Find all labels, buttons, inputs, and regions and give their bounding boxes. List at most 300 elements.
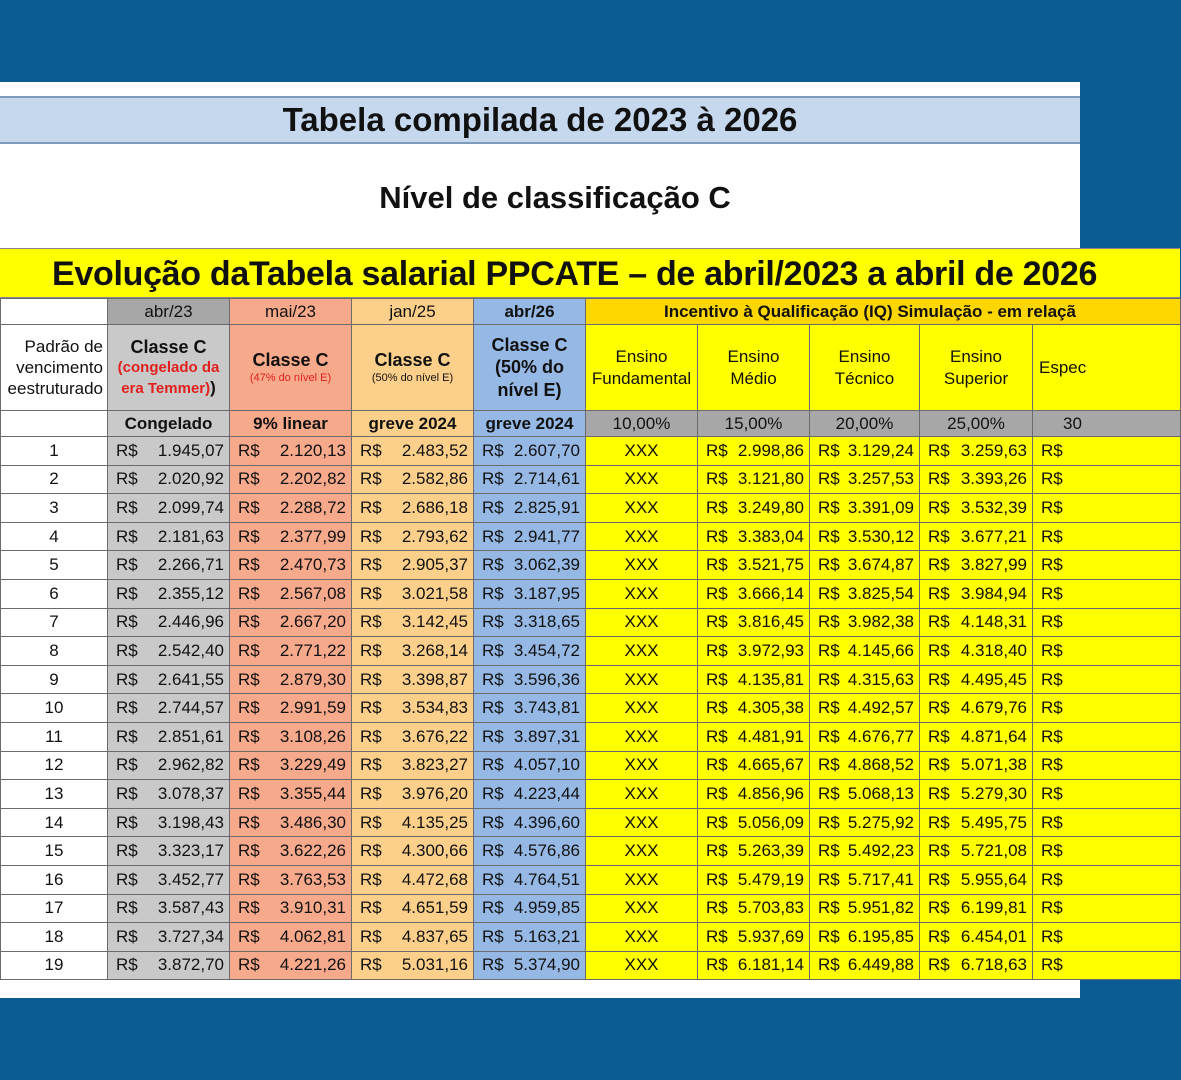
amount: 3.727,34	[157, 926, 224, 946]
salary-cell	[230, 865, 352, 894]
table-banner: Evolução daTabela salarial PPCATE – de abril/2023 a abril de 2026	[0, 248, 1180, 298]
padrao-number: 4	[1, 522, 108, 551]
salary-cell	[108, 665, 230, 694]
amount: 3.827,99	[960, 555, 1027, 575]
amount: 3.108,26	[279, 726, 346, 746]
salary-cell	[108, 608, 230, 637]
currency-symbol: R$	[706, 440, 728, 460]
iq-pct-4: 25,00%	[920, 411, 1033, 437]
salary-cell	[352, 923, 474, 952]
money-value	[920, 641, 1032, 661]
salary-cell	[108, 494, 230, 523]
salary-cell	[698, 608, 810, 637]
currency-symbol: R$	[818, 812, 840, 832]
currency-symbol: R$	[818, 583, 840, 603]
salary-cell	[352, 551, 474, 580]
amount: 3.393,26	[960, 469, 1027, 489]
currency-symbol: R$	[928, 526, 950, 546]
salary-cell	[698, 808, 810, 837]
money-value	[108, 813, 229, 833]
salary-cell	[810, 808, 920, 837]
amount: 4.871,64	[960, 726, 1027, 746]
salary-cell	[352, 722, 474, 751]
currency-symbol: R$	[238, 726, 260, 746]
salary-cell	[810, 865, 920, 894]
iq-placeholder-cell: XXX	[586, 522, 698, 551]
money-value	[698, 727, 809, 747]
amount: 3.187,95	[513, 583, 580, 603]
money-value	[698, 441, 809, 461]
money-value	[474, 813, 585, 833]
currency-symbol: R$	[238, 612, 260, 632]
currency-symbol: R$	[482, 583, 504, 603]
salary-cell-truncated: R$	[1033, 722, 1181, 751]
dates-row	[1, 299, 1181, 325]
money-value	[920, 698, 1032, 718]
currency-symbol: R$	[116, 669, 138, 689]
amount: 3.677,21	[960, 526, 1027, 546]
padrao-number: 9	[1, 665, 108, 694]
currency-symbol: R$	[238, 955, 260, 975]
amount: 4.396,60	[513, 812, 580, 832]
sub-header-3: greve 2024	[352, 411, 474, 437]
salary-cell	[352, 494, 474, 523]
amount: 4.868,52	[847, 755, 914, 775]
class-note: (50% do nível E)	[371, 371, 454, 384]
table-row	[1, 579, 1181, 608]
amount: 3.897,31	[513, 726, 580, 746]
iq-placeholder-cell: XXX	[586, 465, 698, 494]
currency-symbol: R$	[238, 869, 260, 889]
currency-symbol: R$	[116, 698, 138, 718]
date-header-3: jan/25	[352, 299, 474, 325]
salary-cell	[698, 923, 810, 952]
currency-symbol: R$	[116, 841, 138, 861]
table-row	[1, 894, 1181, 923]
amount: 4.764,51	[513, 869, 580, 889]
salary-cell	[108, 951, 230, 980]
iq-placeholder-cell: XXX	[586, 894, 698, 923]
salary-cell	[230, 694, 352, 723]
iq-col-line2: Técnico	[834, 368, 895, 388]
currency-symbol: R$	[818, 955, 840, 975]
currency-symbol: R$	[928, 755, 950, 775]
currency-symbol: R$	[928, 898, 950, 918]
class-note-2: era Temmer)	[121, 380, 211, 398]
salary-cell	[474, 608, 586, 637]
salary-cell	[920, 637, 1033, 666]
salary-cell	[698, 694, 810, 723]
currency-symbol: R$	[706, 555, 728, 575]
currency-symbol: R$	[706, 755, 728, 775]
amount: 2.941,77	[513, 526, 580, 546]
amount: 3.486,30	[279, 812, 346, 832]
currency-symbol: R$	[238, 669, 260, 689]
padrao-header	[1, 325, 108, 411]
money-value	[920, 755, 1032, 775]
amount: 3.268,14	[401, 640, 468, 660]
salary-cell	[108, 780, 230, 809]
salary-cell	[920, 923, 1033, 952]
salary-cell	[108, 722, 230, 751]
currency-symbol: R$	[706, 583, 728, 603]
salary-cell	[352, 808, 474, 837]
money-value	[352, 870, 473, 890]
salary-cell	[810, 780, 920, 809]
amount: 2.879,30	[279, 669, 346, 689]
salary-cell	[230, 923, 352, 952]
salary-cell	[698, 637, 810, 666]
amount: 2.607,70	[513, 440, 580, 460]
amount: 4.481,91	[737, 726, 804, 746]
amount: 2.120,13	[279, 440, 346, 460]
amount: 2.446,96	[157, 612, 224, 632]
money-value	[810, 727, 919, 747]
iq-placeholder-cell: XXX	[586, 865, 698, 894]
money-value	[230, 612, 351, 632]
currency-symbol: R$	[706, 926, 728, 946]
currency-symbol: R$	[818, 612, 840, 632]
currency-symbol: R$	[482, 555, 504, 575]
currency-symbol: R$	[116, 612, 138, 632]
amount: 5.495,75	[960, 812, 1027, 832]
money-value	[920, 955, 1032, 975]
money-value	[474, 755, 585, 775]
table-row	[1, 494, 1181, 523]
table-row	[1, 808, 1181, 837]
salary-cell	[352, 951, 474, 980]
money-value	[920, 927, 1032, 947]
amount: 3.129,24	[847, 440, 914, 460]
money-value	[352, 813, 473, 833]
money-value	[698, 698, 809, 718]
class-note-2: nível E)	[497, 379, 562, 400]
salary-cell	[230, 437, 352, 466]
amount: 5.492,23	[847, 841, 914, 861]
amount: 4.221,26	[279, 955, 346, 975]
currency-symbol: R$	[238, 898, 260, 918]
money-value	[474, 955, 585, 975]
salary-cell	[230, 780, 352, 809]
sub-header-2: 9% linear	[230, 411, 352, 437]
salary-cell	[698, 579, 810, 608]
money-value	[352, 784, 473, 804]
amount: 6.449,88	[847, 955, 914, 975]
currency-symbol: R$	[928, 469, 950, 489]
currency-symbol: R$	[706, 469, 728, 489]
money-value	[698, 469, 809, 489]
date-header-2: mai/23	[230, 299, 352, 325]
amount: 2.851,61	[157, 726, 224, 746]
amount: 4.495,45	[960, 669, 1027, 689]
iq-col-line1: Espec	[1039, 357, 1087, 377]
date-header-4: abr/26	[474, 299, 586, 325]
salary-cell	[698, 437, 810, 466]
currency-symbol: R$	[482, 926, 504, 946]
salary-cell	[230, 637, 352, 666]
amount: 2.744,57	[157, 698, 224, 718]
currency-symbol: R$	[238, 583, 260, 603]
money-value	[352, 469, 473, 489]
money-value	[810, 469, 919, 489]
amount: 2.470,73	[279, 555, 346, 575]
currency-symbol: R$	[818, 469, 840, 489]
salary-cell	[810, 894, 920, 923]
currency-symbol: R$	[706, 812, 728, 832]
currency-symbol: R$	[360, 440, 382, 460]
money-value	[230, 727, 351, 747]
amount: 2.567,08	[279, 583, 346, 603]
salary-spreadsheet	[0, 248, 1180, 998]
amount: 3.984,94	[960, 583, 1027, 603]
amount: 3.972,93	[737, 640, 804, 660]
money-value	[230, 670, 351, 690]
salary-cell	[474, 951, 586, 980]
amount: 3.530,12	[847, 526, 914, 546]
currency-symbol: R$	[238, 555, 260, 575]
salary-cell	[920, 722, 1033, 751]
currency-symbol: R$	[482, 841, 504, 861]
salary-cell-truncated: R$	[1033, 751, 1181, 780]
amount: 3.674,87	[847, 555, 914, 575]
padrao-number: 8	[1, 637, 108, 666]
currency-symbol: R$	[818, 755, 840, 775]
salary-cell	[698, 522, 810, 551]
amount: 3.259,63	[960, 440, 1027, 460]
amount: 2.542,40	[157, 640, 224, 660]
currency-symbol: R$	[116, 898, 138, 918]
amount: 6.195,85	[847, 926, 914, 946]
salary-cell	[920, 808, 1033, 837]
salary-cell	[698, 494, 810, 523]
salary-cell	[230, 494, 352, 523]
class-header-3	[352, 325, 474, 411]
iq-header: Incentivo à Qualificação (IQ) Simulação - em relaçã	[586, 299, 1181, 325]
empty-cell	[1, 299, 108, 325]
salary-cell	[474, 780, 586, 809]
iq-col-line2: Médio	[730, 368, 777, 388]
amount: 3.763,53	[279, 869, 346, 889]
money-value	[230, 841, 351, 861]
money-value	[352, 670, 473, 690]
amount: 2.686,18	[401, 497, 468, 517]
amount: 3.062,39	[513, 555, 580, 575]
money-value	[352, 755, 473, 775]
salary-cell-truncated: R$	[1033, 780, 1181, 809]
amount: 5.721,08	[960, 841, 1027, 861]
iq-col-header-4	[920, 325, 1033, 411]
amount: 3.532,39	[960, 497, 1027, 517]
money-value	[474, 441, 585, 461]
class-header-row	[1, 325, 1181, 411]
amount: 5.703,83	[737, 898, 804, 918]
amount: 4.135,25	[401, 812, 468, 832]
class-note: (47% do nível E)	[249, 371, 332, 384]
currency-symbol: R$	[238, 526, 260, 546]
salary-cell	[230, 551, 352, 580]
salary-cell	[474, 894, 586, 923]
sub-header-4: greve 2024	[474, 411, 586, 437]
currency-symbol: R$	[360, 698, 382, 718]
amount: 2.793,62	[401, 526, 468, 546]
money-value	[108, 841, 229, 861]
table-row	[1, 522, 1181, 551]
padrao-number: 7	[1, 608, 108, 637]
salary-cell	[108, 865, 230, 894]
money-value	[474, 498, 585, 518]
amount: 3.982,38	[847, 612, 914, 632]
currency-symbol: R$	[360, 726, 382, 746]
amount: 6.181,14	[737, 955, 804, 975]
currency-symbol: R$	[482, 698, 504, 718]
money-value	[474, 527, 585, 547]
currency-symbol: R$	[360, 841, 382, 861]
iq-placeholder-cell: XXX	[586, 837, 698, 866]
amount: 2.377,99	[279, 526, 346, 546]
money-value	[230, 955, 351, 975]
amount: 3.825,54	[847, 583, 914, 603]
currency-symbol: R$	[482, 726, 504, 746]
salary-cell	[474, 837, 586, 866]
money-value	[920, 555, 1032, 575]
currency-symbol: R$	[706, 698, 728, 718]
salary-cell	[474, 579, 586, 608]
money-value	[230, 498, 351, 518]
salary-cell	[108, 437, 230, 466]
salary-cell	[108, 522, 230, 551]
money-value	[108, 784, 229, 804]
iq-placeholder-cell: XXX	[586, 579, 698, 608]
amount: 4.837,65	[401, 926, 468, 946]
money-value	[810, 584, 919, 604]
amount: 3.249,80	[737, 497, 804, 517]
amount: 1.945,07	[157, 440, 224, 460]
salary-cell	[698, 751, 810, 780]
currency-symbol: R$	[818, 726, 840, 746]
salary-cell	[920, 894, 1033, 923]
money-value	[108, 641, 229, 661]
currency-symbol: R$	[928, 669, 950, 689]
money-value	[698, 498, 809, 518]
table-row	[1, 551, 1181, 580]
money-value	[474, 698, 585, 718]
iq-placeholder-cell: XXX	[586, 437, 698, 466]
salary-cell-truncated: R$	[1033, 808, 1181, 837]
iq-placeholder-cell: XXX	[586, 951, 698, 980]
amount: 6.454,01	[960, 926, 1027, 946]
money-value	[230, 813, 351, 833]
currency-symbol: R$	[818, 640, 840, 660]
currency-symbol: R$	[482, 955, 504, 975]
amount: 2.714,61	[513, 469, 580, 489]
amount: 4.148,31	[960, 612, 1027, 632]
money-value	[698, 784, 809, 804]
currency-symbol: R$	[482, 469, 504, 489]
salary-cell	[230, 951, 352, 980]
amount: 2.991,59	[279, 698, 346, 718]
iq-col-line1: Ensino	[838, 347, 891, 367]
money-value	[108, 670, 229, 690]
money-value	[230, 927, 351, 947]
currency-symbol: R$	[116, 469, 138, 489]
amount: 5.374,90	[513, 955, 580, 975]
iq-col-header-5	[1033, 325, 1181, 411]
amount: 2.020,92	[157, 469, 224, 489]
amount: 2.099,74	[157, 497, 224, 517]
amount: 5.717,41	[847, 869, 914, 889]
money-value	[920, 584, 1032, 604]
salary-cell-truncated: R$	[1033, 608, 1181, 637]
currency-symbol: R$	[482, 812, 504, 832]
salary-cell	[108, 694, 230, 723]
money-value	[230, 641, 351, 661]
currency-symbol: R$	[818, 698, 840, 718]
salary-cell	[920, 437, 1033, 466]
salary-cell	[698, 894, 810, 923]
salary-cell	[474, 637, 586, 666]
money-value	[698, 527, 809, 547]
padrao-number: 12	[1, 751, 108, 780]
amount: 3.198,43	[157, 812, 224, 832]
currency-symbol: R$	[482, 898, 504, 918]
money-value	[810, 441, 919, 461]
iq-col-line2: Superior	[943, 368, 1009, 388]
money-value	[810, 527, 919, 547]
salary-cell	[920, 551, 1033, 580]
amount: 5.263,39	[737, 841, 804, 861]
money-value	[698, 612, 809, 632]
padrao-number: 2	[1, 465, 108, 494]
amount: 3.596,36	[513, 669, 580, 689]
amount: 2.355,12	[157, 583, 224, 603]
amount: 4.300,66	[401, 841, 468, 861]
salary-cell	[352, 751, 474, 780]
amount: 4.472,68	[401, 869, 468, 889]
money-value	[920, 612, 1032, 632]
money-value	[352, 441, 473, 461]
money-value	[230, 555, 351, 575]
amount: 3.666,14	[737, 583, 804, 603]
money-value	[810, 698, 919, 718]
iq-pct-5: 30	[1033, 411, 1181, 437]
salary-cell	[474, 437, 586, 466]
money-value	[920, 441, 1032, 461]
iq-placeholder-cell: XXX	[586, 494, 698, 523]
amount: 5.031,16	[401, 955, 468, 975]
money-value	[810, 670, 919, 690]
salary-cell	[474, 865, 586, 894]
currency-symbol: R$	[482, 440, 504, 460]
currency-symbol: R$	[238, 698, 260, 718]
salary-cell	[920, 579, 1033, 608]
amount: 4.959,85	[513, 898, 580, 918]
padrao-number: 18	[1, 923, 108, 952]
money-value	[920, 841, 1032, 861]
amount: 3.872,70	[157, 955, 224, 975]
salary-table	[0, 298, 1181, 980]
salary-cell	[698, 865, 810, 894]
money-value	[108, 927, 229, 947]
money-value	[920, 670, 1032, 690]
amount: 4.651,59	[401, 898, 468, 918]
iq-placeholder-cell: XXX	[586, 808, 698, 837]
currency-symbol: R$	[360, 640, 382, 660]
money-value	[352, 555, 473, 575]
money-value	[352, 841, 473, 861]
currency-symbol: R$	[818, 669, 840, 689]
currency-symbol: R$	[360, 583, 382, 603]
iq-pct-3: 20,00%	[810, 411, 920, 437]
